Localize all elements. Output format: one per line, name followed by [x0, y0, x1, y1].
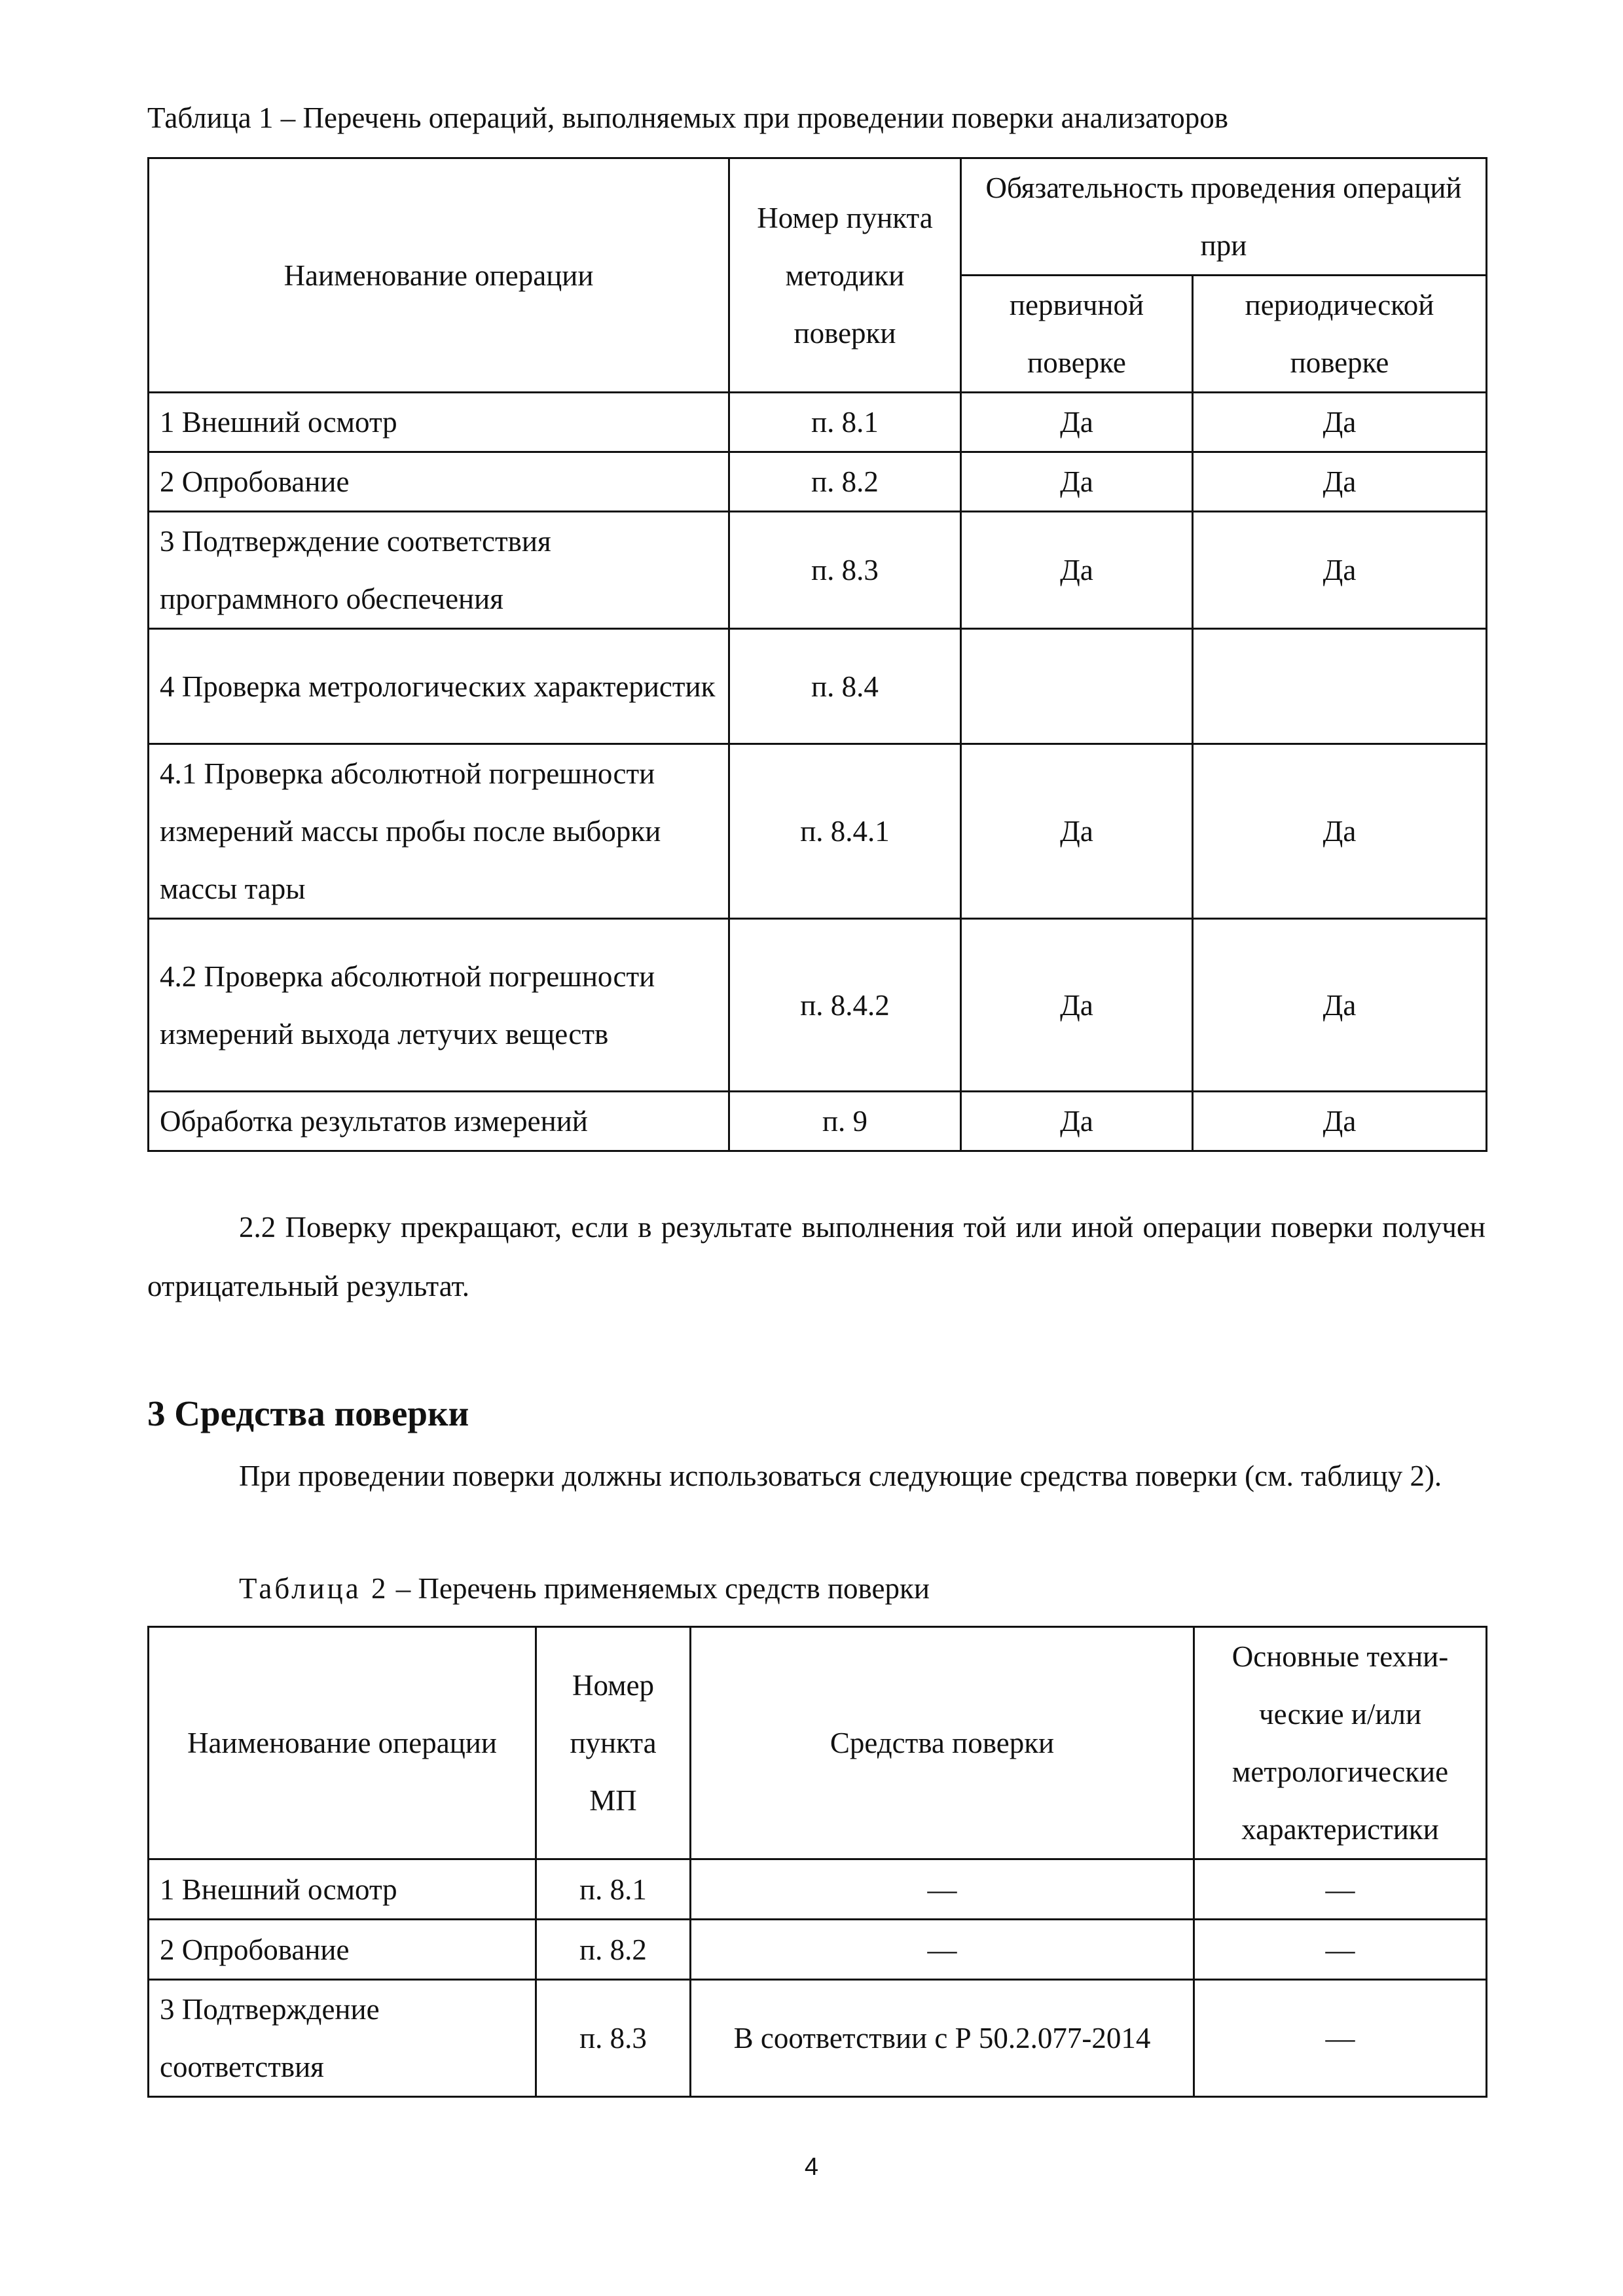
table2-cell-means: В соответствии с Р 50.2.077-2014 — [691, 1980, 1194, 2097]
table2-cell-name: 2 Опробование — [149, 1920, 536, 1980]
table2-cell-characteristics: — — [1194, 1980, 1487, 2097]
table1-cell-primary: Да — [961, 452, 1193, 512]
table-row — [149, 1859, 1487, 1920]
table2-cell-item: п. 8.1 — [536, 1859, 691, 1920]
table1-cell-primary — [961, 629, 1193, 744]
table1-cell-name: Обработка результатов измерений — [149, 1092, 729, 1151]
table-row — [149, 1980, 1487, 2097]
table1-header-primary: первичной поверке — [961, 276, 1193, 393]
table1 — [147, 157, 1487, 1152]
table1-cell-periodic: Да — [1193, 452, 1487, 512]
table1-header-item-number: Номер пункта методики поверки — [729, 158, 961, 393]
table1-cell-name: 4.2 Проверка абсолютной погрешности измерений выхода летучих веществ — [149, 919, 729, 1092]
table1-cell-periodic: Да — [1193, 1092, 1487, 1151]
table1-cell-primary: Да — [961, 744, 1193, 919]
table1-cell-name: 2 Опробование — [149, 452, 729, 512]
table2-header-means: Средства поверки — [691, 1627, 1194, 1859]
table-row — [149, 629, 1487, 744]
paragraph-2-2: 2.2 Поверку прекращают, если в результате выполнения той или иной операции поверки получен отрицательный результат. — [147, 1211, 1486, 1302]
table2 — [147, 1626, 1487, 2098]
table1-cell-item: п. 8.4 — [729, 629, 961, 744]
table1-cell-item: п. 8.4.2 — [729, 919, 961, 1092]
table1-cell-periodic: Да — [1193, 919, 1487, 1092]
table2-cell-characteristics: — — [1194, 1920, 1487, 1980]
table-row — [149, 1092, 1487, 1151]
table1-cell-item: п. 8.3 — [729, 512, 961, 629]
table2-cell-name: 3 Подтверждение соответствия — [149, 1980, 536, 2097]
table2-cell-item: п. 8.3 — [536, 1980, 691, 2097]
table1-cell-primary: Да — [961, 1092, 1193, 1151]
table1-cell-periodic: Да — [1193, 512, 1487, 629]
table-row — [149, 1920, 1487, 1980]
table2-header-operation: Наименование операции — [149, 1627, 536, 1859]
table-row — [149, 744, 1487, 919]
section3-text: При проведении поверки должны использоваться следующие средства поверки (см. таблицу 2). — [239, 1460, 1442, 1492]
page-number: 4 — [804, 2153, 819, 2181]
table1-cell-name: 1 Внешний осмотр — [149, 393, 729, 452]
table2-cell-means: — — [691, 1859, 1194, 1920]
table1-header-periodic: периодической поверке — [1193, 276, 1487, 393]
table2-caption-text: – Перечень применяемых средств поверки — [388, 1572, 930, 1605]
table2-cell-means: — — [691, 1920, 1194, 1980]
table2-header-item-number: Номер пункта МП — [536, 1627, 691, 1859]
table2-cell-name: 1 Внешний осмотр — [149, 1859, 536, 1920]
table1-cell-periodic — [1193, 629, 1487, 744]
table-row — [149, 393, 1487, 452]
table1-cell-item: п. 8.4.1 — [729, 744, 961, 919]
table2-cell-characteristics: — — [1194, 1859, 1487, 1920]
table-row — [149, 919, 1487, 1092]
table1-cell-primary: Да — [961, 393, 1193, 452]
table2-caption-label: Таблица 2 — [239, 1572, 389, 1605]
table2-cell-item: п. 8.2 — [536, 1920, 691, 1980]
table1-caption: Таблица 1 – Перечень операций, выполняемых при проведении поверки анализаторов — [147, 101, 1228, 134]
table1-cell-periodic: Да — [1193, 744, 1487, 919]
table1-header-mandatory: Обязательность проведения операций при — [961, 158, 1487, 276]
table-row — [149, 512, 1487, 629]
table1-cell-name: 4.1 Проверка абсолютной погрешности измерений массы пробы после выборки массы тары — [149, 744, 729, 919]
table1-cell-name: 3 Подтверждение соответствия программного обеспечения — [149, 512, 729, 629]
table1-header-operation: Наименование операции — [149, 158, 729, 393]
table1-cell-item: п. 9 — [729, 1092, 961, 1151]
table1-cell-periodic: Да — [1193, 393, 1487, 452]
table2-header-characteristics: Основные техни-ческие и/или метрологические характеристики — [1194, 1627, 1487, 1859]
section3-heading: 3 Средства поверки — [147, 1393, 469, 1433]
table1-cell-primary: Да — [961, 512, 1193, 629]
table-row — [149, 452, 1487, 512]
table1-cell-item: п. 8.1 — [729, 393, 961, 452]
table1-cell-item: п. 8.2 — [729, 452, 961, 512]
table1-cell-name: 4 Проверка метрологических характеристик — [149, 629, 729, 744]
table2-caption — [239, 1568, 930, 1609]
table1-cell-primary: Да — [961, 919, 1193, 1092]
